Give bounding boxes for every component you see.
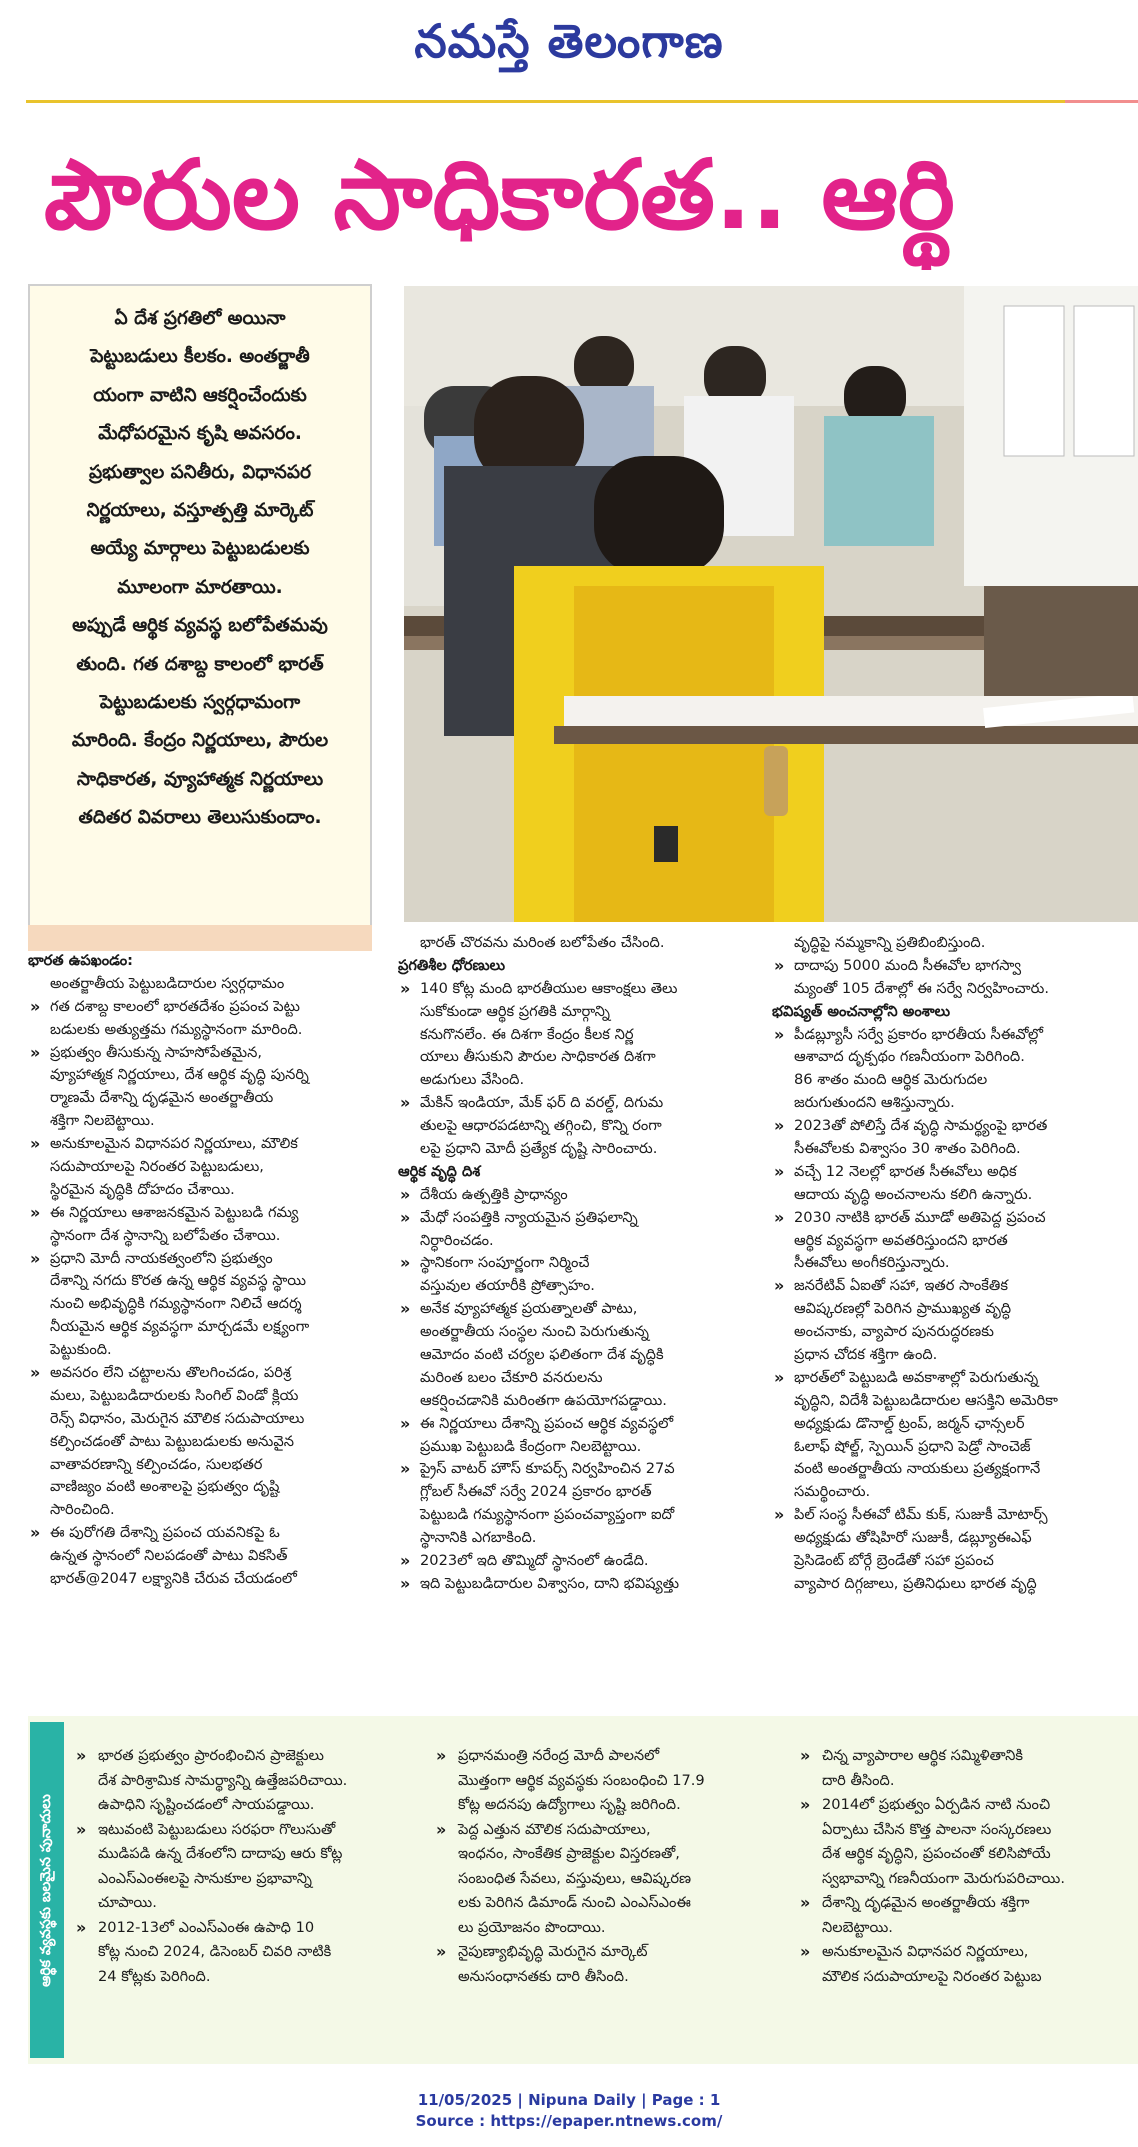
text-line: వ్యూహాత్మక నిర్ణయాలు, దేశ ఆర్థిక వృద్ధి పునర్ని (50, 1066, 309, 1084)
bullet-line: » 140 కోట్ల మంది భారతీయుల ఆకాంక్షలు తెలు (398, 978, 766, 1001)
highlights-column-2 (434, 1744, 794, 1989)
intro-line: మూలంగా మారతాయి. (117, 576, 283, 598)
text-line: కోట్ల అదనపు ఉద్యోగాలు సృష్టి జరిగింది. (458, 1796, 681, 1813)
intro-line: తుంది. గత దశాబ్ద కాలంలో భారత్ (76, 653, 324, 675)
text-line: భారత్@2047 లక్ష్యానికి చేరువ చేయడంలో (50, 1570, 297, 1588)
text-line: తులపై ఆధారపడటాన్ని తగ్గించి, కొన్ని రంగా (420, 1117, 662, 1135)
bullet-line: » పిల్ సంస్థ సీఈవో టిమ్ కుక్, సుజుకీ మోటార్స్ (772, 1504, 1138, 1527)
text-line: వృద్ధిపై నమ్మకాన్ని ప్రతిబింబిస్తుంది. (794, 934, 986, 951)
bullet-line: » స్థానికంగా సంపూర్ణంగా నిర్మించే (398, 1252, 766, 1275)
text-line: వ్యాపార దిగ్గజాలు, ప్రతినిధులు భారత వృద్ధి (794, 1574, 1037, 1592)
text-line: మరింత బలం చేకూరి వనరులను (420, 1368, 603, 1386)
text-line: దేశాన్ని నగదు కొరత ఉన్న ఆర్థిక వ్యవస్థ స్థాయి (50, 1272, 307, 1290)
text-line: వంటి అంతర్జాతీయ నాయకులు ప్రత్యక్షంగానే (794, 1460, 1041, 1478)
newspaper-title: నమస్తే తెలంగాణ (414, 14, 724, 68)
bullet-line: » దేశీయ ఉత్పత్తికి ప్రాధాన్యం (398, 1184, 766, 1207)
bullet-line: » ఇది పెట్టుబడిదారుల విశ్వాసం, దాని భవిష్యత్తు (398, 1573, 766, 1596)
text-line: 24 కోట్లకు పెరిగింది. (98, 1967, 211, 1985)
text-line: అంచనాకు, వ్యాపార పునరుద్ధరణకు (794, 1323, 994, 1341)
text-line: ఆశావాద దృక్పథం గణనీయంగా పెరిగింది. (794, 1048, 1025, 1066)
text-line: దేశ పారిశ్రామిక సామర్థ్యాన్ని ఉత్తేజపరిచాయి. (98, 1771, 348, 1789)
bullet-line: » అనుకూలమైన విధానపర నిర్ణయాలు, మౌలిక (28, 1133, 396, 1156)
text-line: మలు, పెట్టుబడిదారులకు సింగిల్ విండో క్లియ (50, 1386, 299, 1404)
text-line: స్థానంగా దేశ స్థానాన్ని బలోపేతం చేశాయి. (50, 1226, 281, 1244)
text-line: స్వభావాన్ని గణనీయంగా మెరుగుపరిచాయి. (822, 1869, 1065, 1887)
bullet-line: » ఈ పురోగతి దేశాన్ని ప్రపంచ యవనికపై ఓ (28, 1522, 396, 1545)
text-line: యాలు తీసుకుని పౌరుల సాధికారత దిశగా (420, 1048, 656, 1066)
text-line: 86 శాతం మంది ఆర్థిక మెరుగుదల (794, 1071, 988, 1089)
bullet-line: » వచ్చే 12 నెలల్లో భారత సీఈవోలు అధిక (772, 1161, 1138, 1184)
intro-line: మారింది. కేంద్రం నిర్ణయాలు, పౌరుల (71, 730, 329, 752)
text-line: జరుగుతుందని ఆశిస్తున్నారు. (794, 1094, 955, 1112)
bullet-line: » చిన్న వ్యాపారాల ఆర్థిక సమ్మిళితానికి (798, 1744, 1138, 1769)
text-line: సంబంధిత సేవలు, వస్తువులు, ఆవిష్కరణ (458, 1869, 692, 1887)
text-line: ఆమోదం వంటి చర్యల ఫలితంగా దేశ వృద్ధికి (420, 1346, 664, 1364)
text-line: మొత్తంగా ఆర్థిక వ్యవస్థకు సంబంధించి 17.9 (458, 1771, 705, 1789)
bullet-line: » ఈ నిర్ణయాలు దేశాన్ని ప్రపంచ ఆర్థిక వ్యవస్థలో (398, 1413, 766, 1436)
bullet-line: » 2030 నాటికి భారత్ మూడో అతిపెద్ద ప్రపంచ (772, 1207, 1138, 1230)
text-line: అంతర్జాతీయ పెట్టుబడిదారుల స్వర్గధామం (50, 974, 285, 992)
text-line: సారించింది. (50, 1501, 115, 1519)
footer-date-line: 11/05/2025 | Nipuna Daily | Page : 1 (417, 2091, 721, 2109)
text-line: ముడిపడి ఉన్న దేశంలోని దాదాపు ఆరు కోట్ల (98, 1845, 343, 1862)
text-line: ఆదాయ వృద్ధి అంచనాలను కలిగి ఉన్నారు. (794, 1185, 1033, 1203)
section-heading: భవిష్యత్ అంచనాల్లోని అంశాలు (772, 1002, 950, 1020)
text-line: వాణిజ్యం వంటి అంశాలపై ప్రభుత్వం దృష్టి (50, 1478, 280, 1496)
text-line: స్థానానికి ఎగబాకింది. (420, 1529, 537, 1547)
bullet-line: » ఇటువంటి పెట్టుబడులు సరఫరా గొలుసుతో (74, 1818, 430, 1843)
intro-box (28, 284, 372, 950)
intro-line: నిర్ణయాలు, వస్తూత్పత్తి మార్కెట్ (86, 500, 314, 522)
text-line: కల్పించడంతో పాటు పెట్టుబడులకు అనువైన (50, 1432, 294, 1450)
text-line: గ్లోబల్ సీఈవో సర్వే 2024 ప్రకారం భారత్ (420, 1483, 652, 1501)
intro-line: పెట్టుబడులు కీలకం. అంతర్జాతీ (90, 346, 310, 368)
text-line: భారత్ చొరవను మరింత బలోపేతం చేసింది. (420, 934, 665, 951)
highlights-side-label-text: ఆర్థిక వ్యవస్థకు బలమైన పునాదులు (37, 1793, 54, 1987)
text-line: పెట్టుకుంది. (50, 1341, 112, 1359)
bullet-line: » దేశాన్ని దృఢమైన అంతర్జాతీయ శక్తిగా (798, 1891, 1138, 1916)
text-line: దారి తీసింది. (822, 1771, 895, 1789)
text-line: వృద్ధిని, విదేశీ పెట్టుబడిదారుల ఆసక్తిని అమెరికా (794, 1391, 1058, 1409)
text-line: ఉన్నత స్థానంలో నిలపడంతో పాటు వికసిత్ (50, 1547, 288, 1565)
intro-box-strip (28, 925, 372, 951)
masthead-rule (26, 100, 1112, 103)
text-line: అడుగులు వేసింది. (420, 1071, 525, 1089)
text-line: అంతర్జాతీయ సంస్థల నుంచి పెరుగుతున్న (420, 1323, 649, 1341)
text-line: పెట్టుబడి గమ్యస్థానంగా ప్రపంచవ్యాప్తంగా ఐదో (420, 1506, 675, 1524)
text-line: నిలబెట్టాయి. (822, 1918, 893, 1936)
exam-hall-photo-illustration (404, 286, 1138, 922)
text-line: నిర్ధారించడం. (420, 1231, 494, 1249)
bullet-line: » గత దశాబ్ద కాలంలో భారతదేశం ప్రపంచ పెట్టు (28, 996, 396, 1019)
bullet-line: » భారత్‌లో పెట్టుబడి అవకాశాల్లో పెరుగుతున్న (772, 1367, 1138, 1390)
column-2 (398, 932, 766, 1596)
highlights-column-3 (798, 1744, 1138, 1989)
text-line: చూపాయి. (98, 1894, 157, 1911)
highlights-side-label (30, 1722, 64, 2058)
highlights-column-1 (74, 1744, 430, 1989)
text-line: సుకోకుండా ఆర్థిక ప్రగతికి మార్గాన్ని (420, 1002, 610, 1020)
text-line: ఓలాఫ్ షోల్జ్, స్పెయిన్ ప్రధాని పెడ్రో సాంచెజ్ (794, 1437, 1031, 1455)
text-line: వస్తువుల తయారీకి ప్రోత్సాహం. (420, 1277, 595, 1295)
text-line: మౌలిక సదుపాయాలపై నిరంతర పెట్టుబ (822, 1967, 1042, 1985)
intro-line: మేధోపరమైన కృషి అవసరం. (98, 423, 302, 445)
text-line: స్థిరమైన వృద్ధికి దోహదం చేశాయి. (50, 1180, 235, 1198)
text-line: అధ్యక్షుడు తోషిహిరో సుజుకీ, డబ్ల్యూఈఎఫ్ (794, 1529, 1032, 1547)
bullet-line: » అవసరం లేని చట్టాలను తొలగించడం, పరిశ్ర (28, 1362, 396, 1385)
text-line: ఆకర్షించడానికి మరింతగా ఉపయోగపడ్డాయి. (420, 1391, 667, 1409)
bullet-line: » నైపుణ్యాభివృద్ధి మెరుగైన మార్కెట్ (434, 1940, 794, 1965)
page-footer (0, 2090, 1138, 2132)
text-line: నీయమైన ఆర్థిక వ్యవస్థగా మార్చడమే లక్ష్యంగా (50, 1318, 310, 1336)
text-line: సీఈవోలకు విశ్వాసం 30 శాతం పెరిగింది. (794, 1140, 1021, 1158)
text-line: ఆర్థిక వ్యవస్థగా అవతరిస్తుందని భారత (794, 1231, 1008, 1249)
bullet-line: » జనరేటివ్ ఏఐతో సహా, ఇతర సాంకేతిక (772, 1275, 1138, 1298)
text-line: సమర్థించారు. (794, 1483, 871, 1501)
text-line: ప్రెసిడెంట్ బోర్గే బ్రెండేతో సహా ప్రపంచ (794, 1552, 994, 1570)
text-line: దేశ ఆర్థిక వృద్ధిని, ప్రపంచంతో కలిసిపోయే (822, 1845, 1051, 1862)
intro-line: ప్రభుత్వాల పనితీరు, విధానపర (88, 461, 312, 483)
intro-line: తదితర వివరాలు తెలుసుకుందాం. (78, 807, 322, 829)
text-line: ప్రముఖ పెట్టుబడి కేంద్రంగా నిలబెట్టాయి. (420, 1437, 642, 1455)
intro-line: అయ్యే మార్గాలు పెట్టుబడులకు (90, 538, 310, 560)
text-line: శక్తిగా నిలబెట్టాయి. (50, 1112, 155, 1130)
text-line: నుంచి అభివృద్ధికి గమ్యస్థానంగా నిలిచే ఆదర్శ (50, 1295, 302, 1313)
bullet-line: » మేధో సంపత్తికి న్యాయమైన ప్రతిఫలాన్ని (398, 1207, 766, 1230)
bullet-line: » పెద్ద ఎత్తున మౌలిక సదుపాయాలు, (434, 1818, 794, 1843)
intro-line: సాధికారత, వ్యూహాత్మక నిర్ణయాలు (76, 768, 324, 790)
text-line: ఏర్పాటు చేసిన కొత్త పాలనా సంస్కరణలు (822, 1820, 1052, 1838)
intro-text (44, 300, 356, 838)
bullet-line: » ఈ నిర్ణయాలు ఆశాజనకమైన పెట్టుబడి గమ్య (28, 1202, 396, 1225)
intro-line: పెట్టుబడులకు స్వర్గధామంగా (99, 692, 301, 714)
bullet-line: » ప్రభుత్వం తీసుకున్న సాహసోపేతమైన, (28, 1042, 396, 1065)
bullet-line: » భారత ప్రభుత్వం ప్రారంభించిన ప్రాజెక్టులు (74, 1744, 430, 1769)
text-line: సీఈవోలు అంగీకరిస్తున్నారు. (794, 1254, 950, 1272)
bullet-line: » పీడబ్ల్యూసీ సర్వే ప్రకారం భారతీయ సీఈవోల్లో (772, 1024, 1138, 1047)
bullet-line: » ప్రైస్ వాటర్ హౌస్ కూపర్స్ నిర్వహించిన 27వ (398, 1458, 766, 1481)
bullet-line: » 2023తో పోలిస్తే దేశ వృద్ధి సామర్థ్యంపై భారత (772, 1115, 1138, 1138)
text-line: ర్మాణమే దేశాన్ని దృఢమైన అంతర్జాతీయ (50, 1089, 274, 1107)
bullet-line: » 2012-13లో ఎంఎస్ఎంఈ ఉపాధి 10 (74, 1916, 430, 1941)
text-line: ఇంధనం, సాంకేతిక ప్రాజెక్టుల విస్తరణతో, (458, 1845, 680, 1862)
column-3 (772, 932, 1138, 1596)
masthead (0, 0, 1138, 104)
bullet-line: » ప్రధానమంత్రి నరేంద్ర మోదీ పాలనలో (434, 1744, 794, 1769)
article-headline: పౌరుల సాధికారత.. ఆర్థి (44, 139, 955, 251)
text-line: వాతావరణాన్ని కల్పించడం, సులభతర (50, 1455, 263, 1473)
text-line: లకు పెరిగిన డిమాండ్ నుంచి ఎంఎస్ఎంఈ (458, 1894, 691, 1911)
text-line: అధ్యక్షుడు డొనాల్డ్ ట్రంప్, జర్మన్ ఛాన్సలర్ (794, 1414, 1025, 1432)
intro-line: అప్పుడే ఆర్థిక వ్యవస్థ బలోపేతమవు (72, 615, 328, 637)
bullet-line: » అనుకూలమైన విధానపర నిర్ణయాలు, (798, 1940, 1138, 1965)
text-line: ప్రధాన చోదక శక్తిగా ఉంది. (794, 1346, 938, 1364)
intro-line: యంగా వాటిని ఆకర్షించేందుకు (93, 384, 307, 406)
intro-line: ఏ దేశ ప్రగతిలో అయినా (114, 308, 286, 329)
text-line: రెన్స్ విధానం, మెరుగైన మౌలిక సదుపాయాలు (50, 1409, 305, 1427)
column-1 (28, 950, 396, 1591)
text-line: లు ప్రయోజనం పొందాయి. (458, 1918, 606, 1936)
text-line: సదుపాయాలపై నిరంతర పెట్టుబడులు, (50, 1158, 264, 1176)
footer-source-line: Source : https://epaper.ntnews.com/ (415, 2112, 723, 2130)
text-line: లపై ప్రధాని మోదీ ప్రత్యేక దృష్టి సారించారు. (420, 1140, 658, 1158)
exam-hall-photo (404, 286, 1138, 922)
text-line: కనుగొనలేం. ఈ దిశగా కేంద్రం కీలక నిర్ణ (420, 1025, 634, 1043)
text-line: కోట్ల నుంచి 2024, డిసెంబర్ చివరి నాటికి (98, 1943, 332, 1960)
text-line: బడులకు అత్యుత్తమ గమ్యస్థానంగా మారింది. (50, 1020, 303, 1038)
text-line: ఉపాధిని సృష్టించడంలో సాయపడ్డాయి. (98, 1796, 315, 1813)
bullet-line: » 2014లో ప్రభుత్వం ఏర్పడిన నాటి నుంచి (798, 1793, 1138, 1818)
bullet-line: » దాదాపు 5000 మంది సీఈవోల భాగస్వా (772, 955, 1138, 978)
text-line: అనుసంధానతకు దారి తీసింది. (458, 1967, 629, 1985)
section-heading: ప్రగతిశీల ధోరణులు (398, 956, 506, 974)
bullet-line: » అనేక వ్యూహాత్మక ప్రయత్నాలతో పాటు, (398, 1298, 766, 1321)
text-line: ఎంఎస్ఎంఈలపై సానుకూల ప్రభావాన్ని (98, 1869, 312, 1887)
text-line: మ్యంతో 105 దేశాల్లో ఈ సర్వే నిర్వహించారు. (794, 979, 1049, 997)
section-heading: ఆర్థిక వృద్ధి దిశ (398, 1162, 481, 1180)
bullet-line: » 2023లో ఇది తొమ్మిదో స్థానంలో ఉండేది. (398, 1550, 766, 1573)
masthead-rule-accent (1065, 100, 1138, 103)
bullet-line: » మేకిన్ ఇండియా, మేక్ ఫర్ ది వరల్డ్, దిగుమ (398, 1092, 766, 1115)
bullet-line: » ప్రధాని మోదీ నాయకత్వంలోని ప్రభుత్వం (28, 1248, 396, 1271)
text-line: ఆవిష్కరణల్లో పెరిగిన ప్రాముఖ్యత వృద్ధి (794, 1300, 1012, 1318)
section-heading: భారత ఉపఖండం: (28, 952, 133, 969)
